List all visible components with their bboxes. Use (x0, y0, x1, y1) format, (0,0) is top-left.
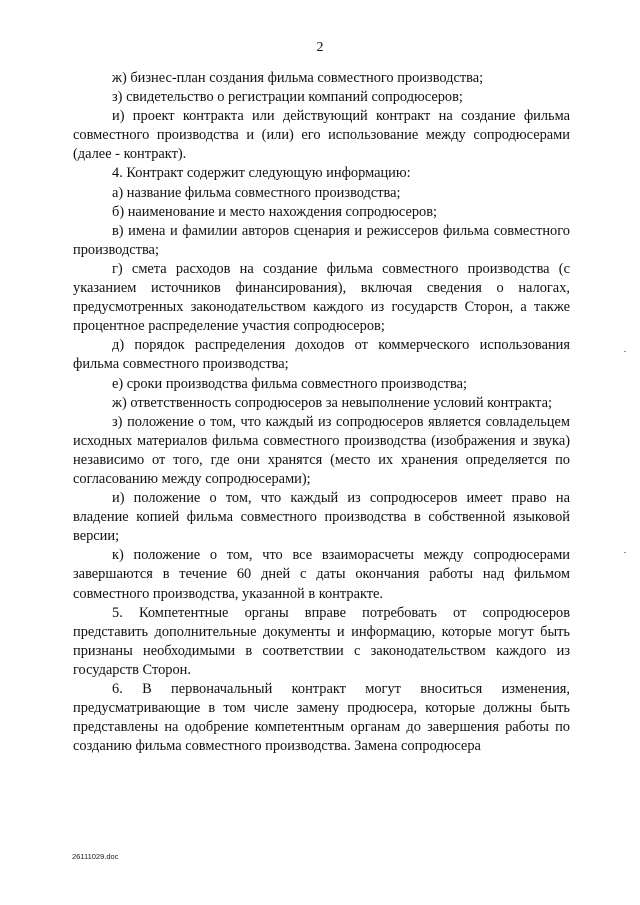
paragraph-section-6: 6. В первоначальный контракт могут вноситься изменения, предусматривающие в том числе замену продюсера, которые должны быть представлены на одобрение компетентным органам до завершения работы по созданию фильма совместного производства. Замена сопродюсера (73, 681, 570, 755)
margin-mark (624, 552, 626, 553)
paragraph-item-z: з) свидетельство о регистрации компаний сопродюсеров; (112, 89, 463, 106)
document-filename: 26111029.doc (72, 852, 119, 861)
paragraph-item-i-2: и) положение о том, что каждый из сопродюсеров имеет право на владение копией фильма совместного производства в собственной языковой версии; (73, 490, 570, 545)
document-body (73, 69, 570, 756)
paragraph-item-g: г) смета расходов на создание фильма совместного производства (с указанием источников финансирования), включая сведения о налогах, предусмотренных законодательством каждого из государств Сторон, а также процентное распределение участия сопродюсеров; (73, 260, 570, 335)
paragraph-item-k: к) положение о том, что все взаиморасчеты между сопродюсерами завершаются в течение 60 дней с даты окончания работы над фильмом совместного производства, указанной в контракте. (73, 547, 570, 602)
paragraph-item-zh-2: ж) ответственность сопродюсеров за невыполнение условий контракта; (112, 394, 553, 411)
paragraph-item-z-2: з) положение о том, что каждый из сопродюсеров является совладельцем исходных материалов фильма совместного производства (изображения и звука) независимо от того, где они хранятся (место их хранения определяется по согласованию между сопродюсерами); (73, 413, 570, 487)
page-number: 2 (316, 40, 324, 55)
paragraph-item-i: и) проект контракта или действующий контракт на создание фильма совместного производства и (или) его использование между сопродюсерами (далее - контракт). (73, 108, 570, 163)
paragraph-item-e: е) сроки производства фильма совместного производства; (112, 375, 467, 392)
paragraph-item-v: в) имена и фамилии авторов сценария и режиссеров фильма совместного производства; (73, 222, 570, 258)
margin-mark (624, 351, 626, 352)
paragraph-item-d: д) порядок распределения доходов от коммерческого использования фильма совместного производства; (73, 337, 570, 373)
paragraph-section-5: 5. Компетентные органы вправе потребовать от сопродюсеров представить дополнительные документы и информацию, которые могут быть признаны необходимыми в соответствии с законодательством каждого из государств Сторон. (73, 604, 570, 678)
paragraph-section-4: 4. Контракт содержит следующую информацию: (112, 165, 411, 182)
paragraph-item-zh: ж) бизнес-план создания фильма совместного производства; (112, 70, 484, 86)
paragraph-item-b: б) наименование и место нахождения сопродюсеров; (112, 203, 438, 220)
paragraph-item-a: а) название фильма совместного производства; (112, 184, 401, 201)
